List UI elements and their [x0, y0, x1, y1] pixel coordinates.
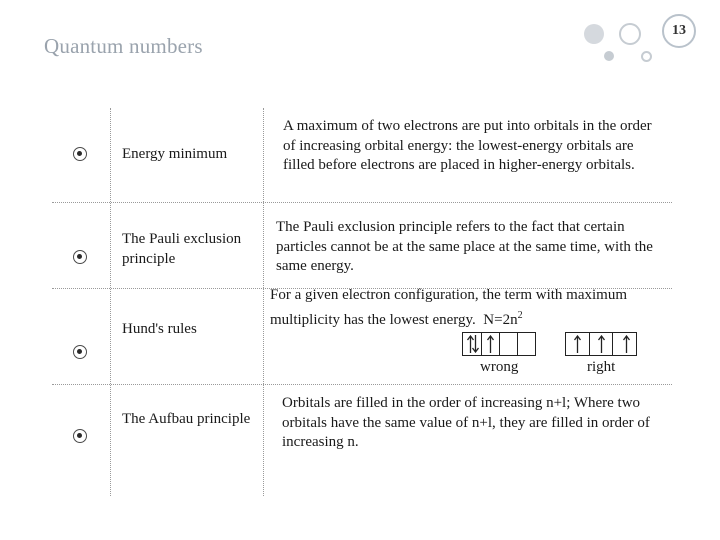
bullet-icon	[73, 250, 87, 264]
column-divider	[263, 108, 264, 496]
term-aufbau: The Aufbau principle	[122, 411, 251, 427]
formula-exponent: 2	[517, 309, 523, 321]
bullet-icon	[73, 429, 87, 443]
arrow-up-icon	[573, 335, 582, 353]
slide-title: Quantum numbers	[44, 34, 203, 58]
description-pauli-exclusion: The Pauli exclusion principle refers to the fact that certain particles cannot be at the same place at the same time, with the same energy.	[276, 219, 653, 274]
decor-circle	[584, 24, 604, 44]
decor-circle	[604, 51, 614, 61]
term-energy-minimum: Energy minimum	[122, 146, 228, 162]
column-divider	[110, 108, 111, 496]
description-energy-minimum: A maximum of two electrons are put into orbitals in the order of increasing orbital energy: the lowest-energy orbitals are filled before electrons are placed in higher-energy orbitals.	[283, 118, 652, 173]
bullet-icon	[73, 147, 87, 161]
hunds-rule-text: For a given electron configuration, the term with maximum multiplicity has the lowest energy.	[270, 287, 627, 328]
row-divider	[52, 384, 672, 385]
formula-base: N=2n	[483, 311, 518, 328]
orbital-box-right	[565, 332, 637, 356]
arrow-up-icon	[486, 335, 495, 353]
decor-circle	[619, 23, 641, 45]
term-pauli-exclusion: The Pauli exclusion principle	[122, 231, 242, 267]
page-number: 13	[662, 14, 696, 48]
arrow-up-icon	[597, 335, 606, 353]
row-divider	[52, 202, 672, 203]
arrow-up-icon	[622, 335, 631, 353]
description-aufbau: Orbitals are filled in the order of increasing n+l; Where two orbitals have the same value of n+l, they are filled in order of increasing n.	[282, 395, 650, 450]
orbital-box-wrong	[462, 332, 536, 356]
label-right: right	[587, 359, 616, 375]
bullet-icon	[73, 345, 87, 359]
description-hunds-rules	[270, 286, 670, 330]
decor-circle	[641, 51, 652, 62]
hunds-formula	[483, 309, 523, 328]
term-hunds-rules: Hund's rules	[122, 321, 197, 337]
arrow-down-icon	[471, 335, 480, 353]
label-wrong: wrong	[480, 359, 519, 375]
